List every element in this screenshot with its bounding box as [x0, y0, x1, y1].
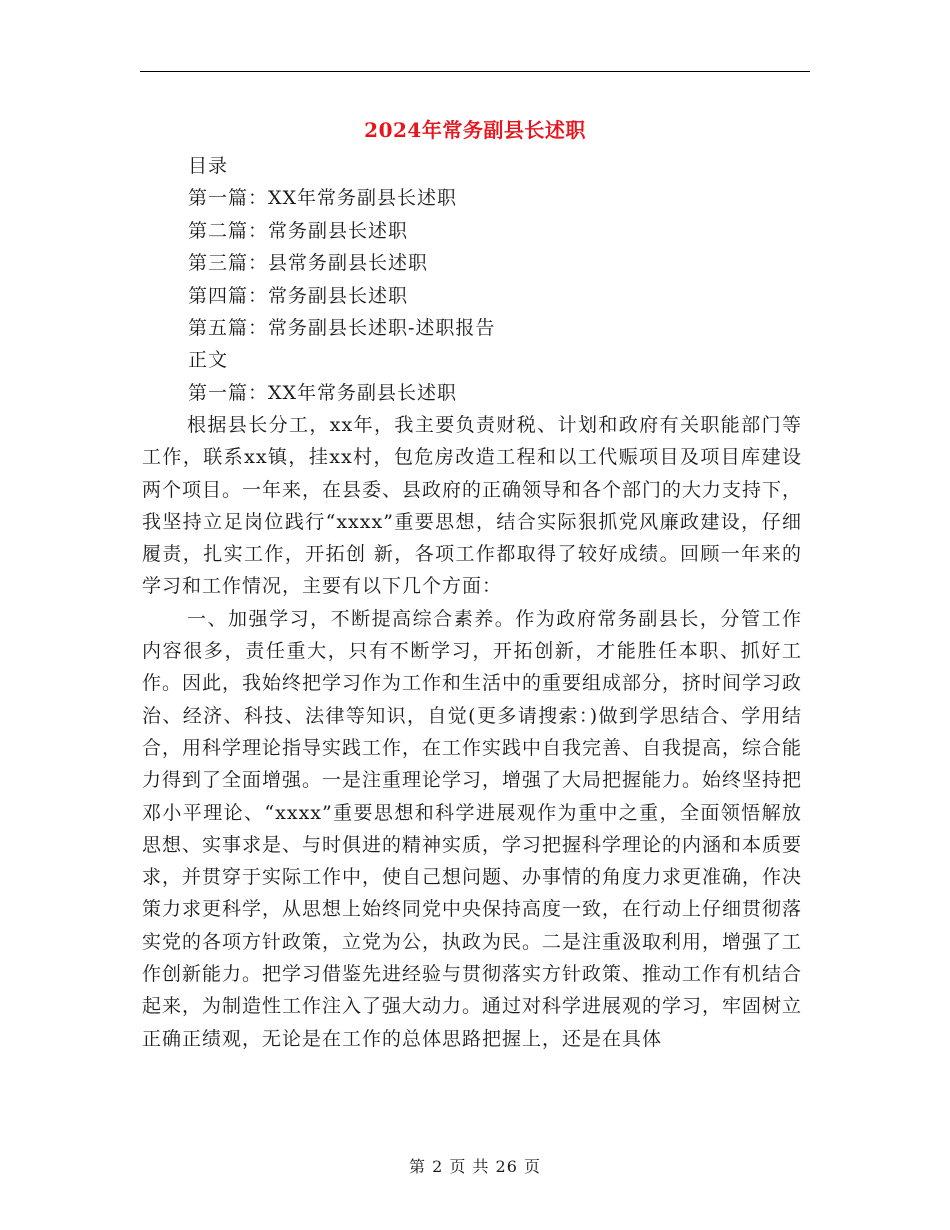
section-title: 第一篇：XX年常务副县长述职	[188, 382, 458, 404]
page-footer: 第 2 页 共 26 页	[409, 1157, 541, 1176]
paragraph-1: 根据县长分工，xx年，我主要负责财税、计划和政府有关职能部门等工作，联系xx镇，挂xx村，包危房改造工程和以工代赈项目及项目库建设两个项目。一年来，在县委、县政府的正确领导和各个部门的大力支持下，我坚持立足岗位践行“xxxx”重要思想，结合实际狠抓党风廉政建设，仔细履责，扎实工作，开拓创 新，各项工作都取得了较好成绩。回顾一年来的学习和工作情况，主要有以下几个方面：	[142, 414, 803, 598]
body-heading: 正文	[188, 349, 229, 371]
header-rule	[140, 71, 810, 72]
toc-item-5[interactable]: 第五篇：常务副县长述职-述职报告	[188, 317, 496, 339]
body-text	[142, 409, 802, 1055]
toc-item-1[interactable]: 第一篇：XX年常务副县长述职	[188, 187, 458, 209]
document-title: 2024年常务副县长述职	[364, 118, 586, 142]
toc-item-4[interactable]: 第四篇：常务副县长述职	[188, 285, 409, 307]
toc-heading: 目录	[188, 155, 229, 177]
paragraph-2: 一、加强学习，不断提高综合素养。作为政府常务副县长，分管工作内容很多，责任重大，只有不断学习，开拓创新，才能胜任本职、抓好工作。因此，我始终把学习作为工作和生活中的重要组成部分，挤时间学习政治、经济、科技、法律等知识，自觉(更多请搜索：)做到学思结合、学用结合，用科学理论指导实践工作，在工作实践中自我完善、自我提高，综合能力得到了全面增强。一是注重理论学习，增强了大局把握能力。始终坚持把邓小平理论、“xxxx”重要思想和科学进展观作为重中之重，全面领悟解放思想、实事求是、与时俱进的精神实质，学习把握科学理论的内涵和本质要求，并贯穿于实际工作中，使自己想问题、办事情的角度力求更准确，作决策力求更科学，从思想上始终同党中央保持高度一致，在行动上仔细贯彻落实党的各项方针政策，立党为公，执政为民。二是注重汲取利用，增强了工作创新能力。把学习借鉴先进经验与贯彻落实方针政策、推动工作有机结合起来，为制造性工作注入了强大动力。通过对科学进展观的学习，牢固树立正确正绩观，无论是在工作的总体思路把握上，还是在具体	[142, 607, 803, 1050]
toc-item-2[interactable]: 第二篇：常务副县长述职	[188, 220, 409, 242]
toc-item-3[interactable]: 第三篇：县常务副县长述职	[188, 252, 429, 274]
